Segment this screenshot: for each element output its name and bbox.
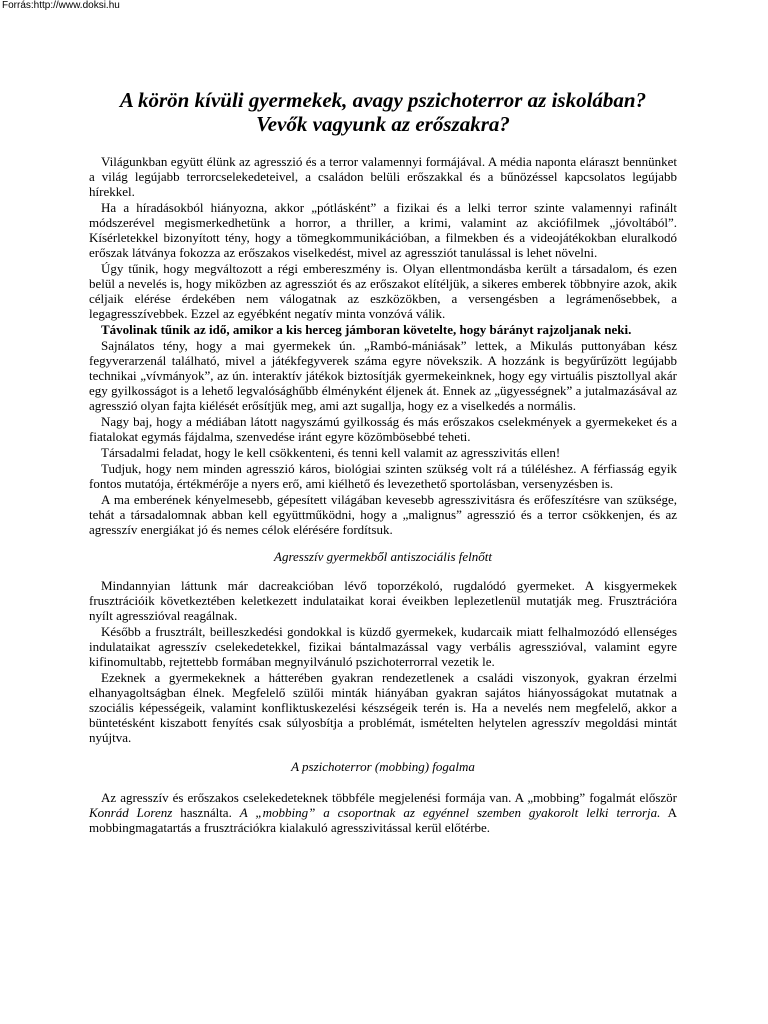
text-run: Az agresszív és erőszakos cselekedeteknek többféle megjelenési formája van. A „mobbing” fogalmát először [101, 790, 677, 805]
paragraph: Világunkban együtt élünk az agresszió és a terror valamennyi formájával. A média naponta eláraszt bennünket a világ legújabb terrorcselekedeteivel, a családon belüli erőszakkal és a bűnözéssel kapcsolatos legújabb hírekkel. [89, 154, 677, 199]
paragraph: Tudjuk, hogy nem minden agresszió káros, biológiai szinten szükség volt rá a túléléshez. A férfiasság egyik fontos mutatója, értékmérője a nyers erő, ami kiélhető és levezethető sportolásban, versenyzésben is. [89, 461, 677, 491]
paragraph: Nagy baj, hogy a médiában látott nagyszámú gyilkosság és más erőszakos cselekmények a gyermekeket és a fiatalokat egymás fájdalma, szenvedése iránt egyre közömbösebbé teheti. [89, 414, 677, 444]
section-heading-mobbing: A pszichoterror (mobbing) fogalma [291, 759, 475, 774]
title-line-2: Vevők vagyunk az erőszakra? [256, 112, 510, 136]
paragraph: Társadalmi feladat, hogy le kell csökkenteni, és tenni kell valamit az agresszivitás ellen! [101, 445, 561, 460]
author-name: Konrád Lorenz [89, 805, 173, 820]
paragraph: Mindannyian láttunk már dacreakcióban lévő toporzékoló, rugdalódó gyermeket. A kisgyermekek frusztrációik következtében keletkezett indulataikat korai éveikben leplezetlenül mutatják meg. Frusztrációra nyílt agresszióval reagálnak. [89, 578, 677, 623]
paragraph: Sajnálatos tény, hogy a mai gyermekek ún. „Rambó-mániásak” lettek, a Mikulás puttonyában kész fegyverarzenál található, mivel a játékfegyverek száma egyre növekszik. A hozzánk is begyűrűzött legújabb technikai „vívmányok”, az ún. interaktív játékok biztosítják gyermekeinknek, hogy egy virtuális pisztollyal akár egy gyilkosságot is a lehető legvalósághűbb élményként éljenek át. Ennek az „ügyességnek” a jutalmazásával az agresszió olyan fajta kiélését erősítjük meg, ami azt sugallja, hogy ez a viselkedés a normális. [89, 338, 677, 413]
paragraph: Később a frusztrált, beilleszkedési gondokkal is küzdő gyermekek, kudarcaik miatt felhalmozódó ellenséges indulataikat agresszív cselekedetekkel, fizikai bántalmazással vagy verbális agresszióval, valamint egyre kifinomultabb, rejtettebb formában megnyilvánuló pszichoterrorral vezetik le. [89, 624, 677, 669]
source-url: Forrás:http://www.doksi.hu [2, 0, 120, 11]
bold-paragraph: Távolinak tűnik az idő, amikor a kis herceg jámboran követelte, hogy bárányt rajzoljanak neki. [101, 322, 632, 337]
mobbing-definition-paragraph [89, 790, 677, 835]
paragraph: A ma emberének kényelmesebb, gépesített világában kevesebb agresszivitásra és erőfeszítésre van szüksége, tehát a társadalomnak abban kell együttműködni, hogy a „malignus” agresszió és a terror csökkenjen, és az agresszív energiákat jó és nemes célok elérésére fordítsuk. [89, 492, 677, 537]
text-run: A mobbingmagatartás a frusztrációkra kialakuló agresszivitással kerül előtérbe. [89, 805, 677, 835]
paragraph: Ha a híradásokból hiányozna, akkor „pótlásként” a fizikai és a lelki terror szinte valamennyi rafinált módszerével megismerkedhetünk a horror, a thriller, a krimi, valamint az akciófilmek „jóvoltából”. Kísérletekkel bizonyított tény, hogy a tömegkommunikációban, a filmekben és a videojátékokban eluralkodó erőszak látványa fokozza az erőszakos viselkedést, mivel az agressziót tanulással is lehet növelni. [89, 200, 677, 260]
section-heading-aggressive-child: Agresszív gyermekből antiszociális felnőtt [274, 549, 492, 564]
title-line-1: A körön kívüli gyermekek, avagy pszichoterror az iskolában? [119, 88, 647, 112]
paragraph: Úgy tűnik, hogy megváltozott a régi embereszmény is. Olyan ellentmondásba került a társadalom, és ezen belül a nevelés is, hogy miközben az agressziót és az erőszakot elítéljük, a sikeres emberek többnyire azok, akik céljaik elérése érdekében nem válogatnak az eszközökben, a versengésben a legrámenősebbek, a legagresszívebbek. Ezzel az egyébként negatív minta vonzóvá válik. [89, 261, 677, 321]
mobbing-definition-quote: A „mobbing” a csoportnak az egyénnel szemben gyakorolt lelki terrorja. [239, 805, 661, 820]
document-title [89, 88, 677, 136]
paragraph: Ezeknek a gyermekeknek a hátterében gyakran rendezetlenek a családi viszonyok, gyakran érzelmi elhanyagoltságban élnek. Megfelelő szülői minták hiányában gyakran sajátos hiányosságokat mutatnak a szociális képességeik, valamint konfliktuskezelési készségeik terén is. Ha a nevelés nem megfelelő, akkor a büntetésként kiszabott fenyítés csak súlyosbítja a problémát, ismételten helytelen agresszív megoldási mintát nyújtva. [89, 670, 677, 745]
document-page [89, 88, 677, 836]
text-run: használta. [172, 805, 240, 820]
